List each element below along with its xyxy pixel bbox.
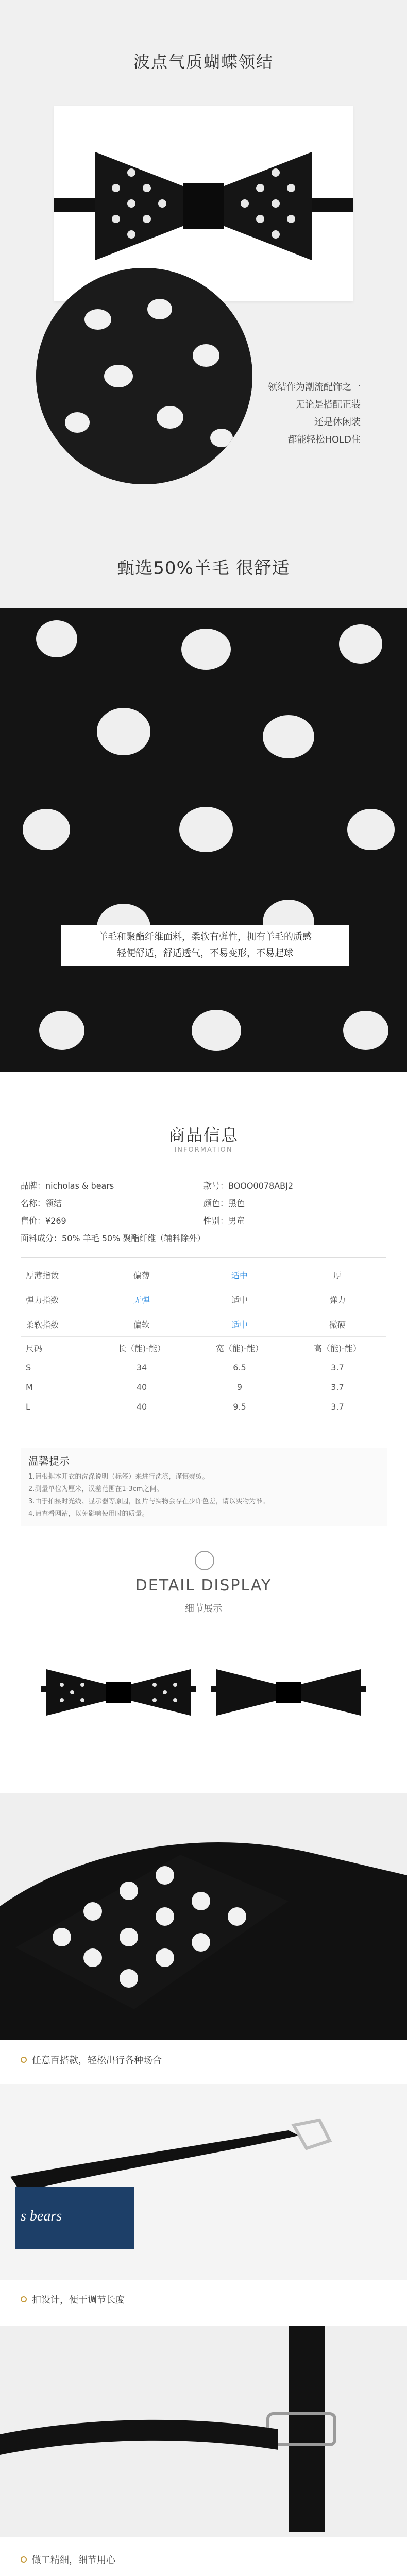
size-header xyxy=(21,1338,386,1358)
info-material-row xyxy=(21,1230,386,1247)
hero-tagline: 甄选50%羊毛 很舒适 xyxy=(117,558,290,579)
info-subtitle: INFORMATION xyxy=(174,1146,233,1154)
info-price: 售价：¥269 xyxy=(21,1216,66,1226)
scale-label: 弹力指数 xyxy=(26,1295,59,1305)
hero-copy-line: 还是休闲装 xyxy=(314,417,361,428)
info-gender: 性别：男童 xyxy=(204,1216,245,1226)
detail-caption-text: 做工精细，细节用心 xyxy=(32,2555,115,2566)
size-row xyxy=(21,1397,386,1416)
hero-title: 波点气质蝴蝶领结 xyxy=(133,52,274,72)
scale-option: 偏薄 xyxy=(133,1270,150,1280)
size-header-cell: 长（能)-能） xyxy=(117,1343,166,1353)
info-material: 面料成分：50% 羊毛 50% 聚酯纤维（辅料除外） xyxy=(21,1233,206,1243)
size-cell: 40 xyxy=(136,1382,147,1392)
size-cell: 6.5 xyxy=(233,1362,246,1372)
tip-line: 1.请根据本开衣的洗涤说明（标签）来进行洗涤，谨慎熨烫。 xyxy=(28,1473,209,1481)
detail-photo-2 xyxy=(0,2084,407,2280)
size-cell: 40 xyxy=(136,1401,147,1412)
bullet-icon xyxy=(21,2057,27,2063)
size-row xyxy=(21,1377,386,1397)
size-cell: 34 xyxy=(136,1362,147,1372)
scale-option: 无弹 xyxy=(133,1295,150,1305)
scale-option: 微硬 xyxy=(329,1319,346,1330)
scale-row-thickness xyxy=(21,1262,386,1287)
info-row xyxy=(21,1195,386,1212)
info-sku: 款号：BOOO0078ABJ2 xyxy=(204,1181,294,1191)
tip-line: 3.由于拍摄时光线、显示器等原因，图片与实物会存在少许色差，请以实物为准。 xyxy=(28,1498,269,1505)
fabric-caption-line: 轻便舒适，舒适透气，不易变形，不易起球 xyxy=(117,948,293,959)
bow-ties-compare xyxy=(36,1649,371,1731)
size-header-cell: 尺码 xyxy=(26,1343,43,1353)
size-cell: 3.7 xyxy=(331,1401,344,1412)
size-table xyxy=(21,1338,386,1416)
scale-option: 适中 xyxy=(231,1270,248,1280)
info-row xyxy=(21,1177,386,1195)
info-brand: 品牌：nicholas & bears xyxy=(21,1181,114,1191)
bullet-icon xyxy=(21,2296,27,2302)
scale-option: 厚 xyxy=(333,1270,342,1280)
info-name: 名称：领结 xyxy=(21,1198,62,1208)
size-header-cell: 宽（能)-能） xyxy=(215,1343,264,1353)
tip-line: 4.请查看网站，以免影响使用时的质量。 xyxy=(28,1510,149,1518)
fabric-caption-line: 羊毛和聚酯纤维面料，柔软有弹性，拥有羊毛的质感 xyxy=(98,931,312,942)
size-cell: M xyxy=(26,1382,33,1392)
bullet-icon xyxy=(21,2556,27,2563)
size-header-cell: 高（能)-能） xyxy=(313,1343,362,1353)
size-cell: 9 xyxy=(236,1382,243,1392)
tip-line: 2.测量单位为厘米，误差范围在1-3cm之间。 xyxy=(28,1485,163,1493)
product-photo-card xyxy=(54,106,353,301)
scale-label: 柔软指数 xyxy=(26,1319,59,1330)
scale-option: 适中 xyxy=(231,1295,248,1305)
hero-copy-line: 都能轻松HOLD住 xyxy=(287,434,361,445)
fabric-caption xyxy=(61,925,349,966)
detail-caption-3 xyxy=(21,2553,115,2566)
size-cell: S xyxy=(26,1362,31,1372)
tips-text xyxy=(28,1471,379,1520)
info-table xyxy=(21,1177,386,1247)
size-cell: L xyxy=(26,1401,30,1412)
detail-caption-2 xyxy=(21,2293,125,2306)
tips-title: 温馨提示 xyxy=(28,1455,70,1467)
hero-copy-line: 领结作为潮流配饰之一 xyxy=(268,382,361,393)
scale-option: 适中 xyxy=(231,1319,248,1330)
label-logo-fragment: s bears xyxy=(21,2208,62,2224)
info-color: 颜色：黑色 xyxy=(204,1198,245,1208)
size-cell: 3.7 xyxy=(331,1382,344,1392)
divider xyxy=(21,1257,386,1258)
detail-photo-3 xyxy=(0,2326,407,2537)
size-cell: 9.5 xyxy=(233,1401,246,1412)
scale-label: 厚薄指数 xyxy=(26,1270,59,1280)
detail-subtitle: 细节展示 xyxy=(185,1603,222,1614)
info-row xyxy=(21,1212,386,1230)
bear-icon xyxy=(195,1551,214,1570)
detail-caption-text: 扣设计，便于调节长度 xyxy=(32,2295,125,2306)
hero-copy xyxy=(268,379,361,449)
scale-row-softness xyxy=(21,1312,386,1337)
size-cell: 3.7 xyxy=(331,1362,344,1372)
info-title: 商品信息 xyxy=(168,1125,239,1145)
scale-option: 偏软 xyxy=(133,1319,150,1330)
size-row xyxy=(21,1358,386,1377)
detail-caption-text: 任意百搭款，轻松出行各种场合 xyxy=(32,2055,162,2066)
scale-row-elasticity xyxy=(21,1287,386,1312)
fabric-zoom-circle xyxy=(36,268,252,484)
scale-option: 弹力 xyxy=(329,1295,346,1305)
detail-title: DETAIL DISPLAY xyxy=(135,1577,272,1595)
hero-copy-line: 无论是搭配正装 xyxy=(296,399,361,410)
bow-tie-illustration xyxy=(54,106,353,301)
fabric-closeup xyxy=(0,608,407,1072)
detail-photo-1 xyxy=(0,1793,407,2040)
detail-caption-1 xyxy=(21,2053,162,2066)
